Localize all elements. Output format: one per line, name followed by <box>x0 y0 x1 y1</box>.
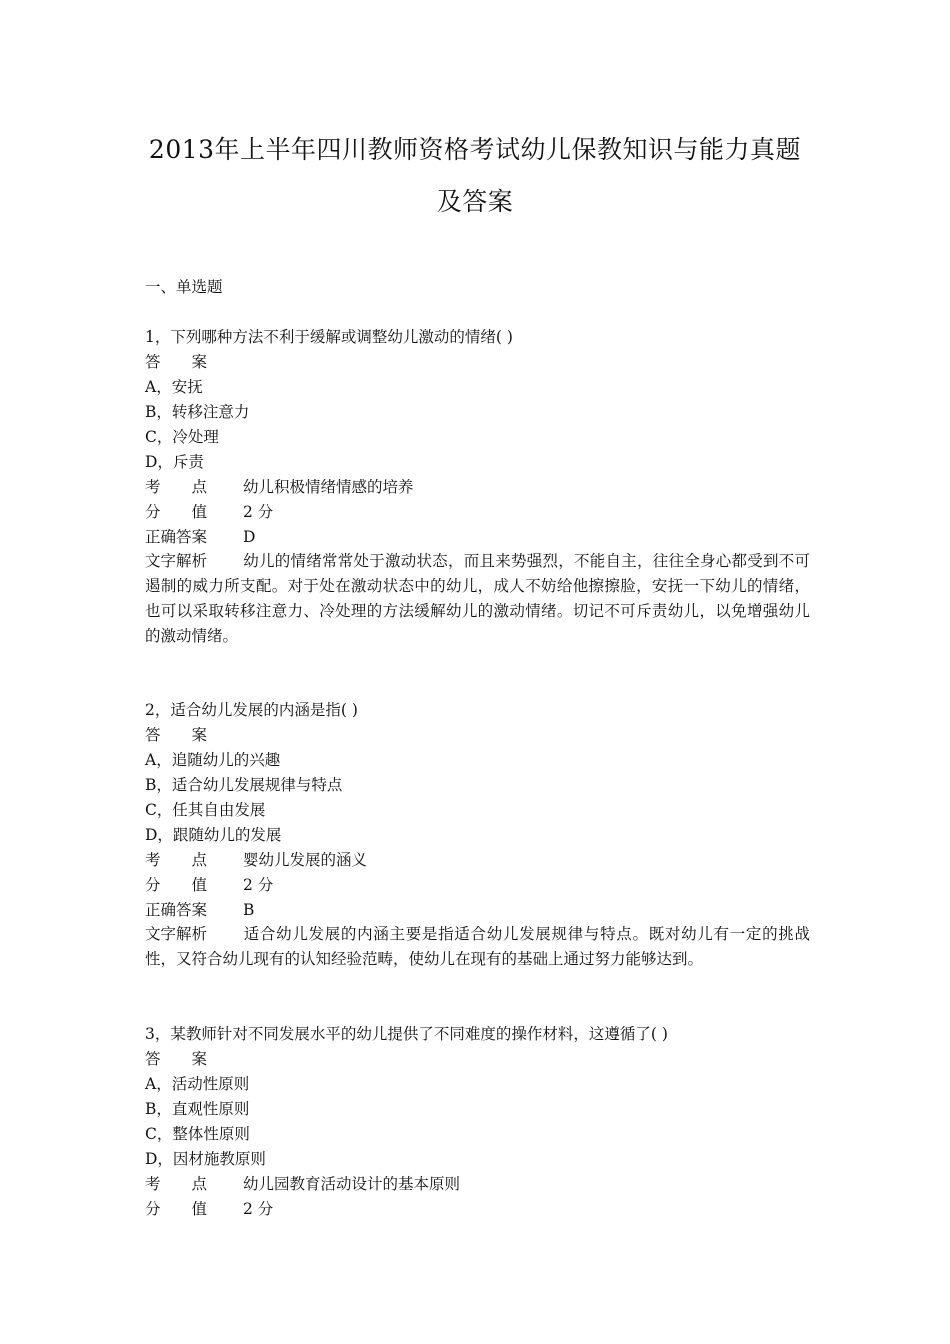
question-2-answer-label: 答 案 <box>145 726 208 744</box>
question-1-option-d: D，斥责 <box>145 453 204 471</box>
question-1-analysis-row <box>145 549 810 649</box>
question-3-answer-label: 答 案 <box>145 1050 208 1068</box>
analysis-label: 文字解析 <box>145 552 208 570</box>
question-2-option-d: D，跟随幼儿的发展 <box>145 826 282 844</box>
question-3-stem: 3，某教师针对不同发展水平的幼儿提供了不同难度的操作材料，这遵循了( ) <box>145 1025 668 1043</box>
question-1-option-b: B，转移注意力 <box>145 403 250 421</box>
point-value: 幼儿园教育活动设计的基本原则 <box>243 1175 461 1193</box>
question-1-answer-label: 答 案 <box>145 353 208 371</box>
question-2-score-row <box>145 874 273 896</box>
correct-value: B <box>243 901 255 919</box>
document-title-line-1: 2013年上半年四川教师资格考试幼儿保教知识与能力真题 <box>148 135 802 164</box>
document-title-line-2: 及答案 <box>436 187 514 216</box>
point-value: 幼儿积极情绪情感的培养 <box>243 478 414 496</box>
question-2-analysis-row <box>145 922 810 972</box>
question-3-score-row <box>145 1198 273 1220</box>
question-3-option-a: A，活动性原则 <box>145 1075 250 1093</box>
question-3-point-row <box>145 1173 460 1195</box>
analysis-text: 适合幼儿发展的内涵主要是指适合幼儿发展规律与特点。既对幼儿有一定的挑战性，又符合幼儿现有的认知经验范畴，使幼儿在现有的基础上通过努力能够达到。 <box>145 925 810 968</box>
question-2-correct-row <box>145 899 254 921</box>
point-label: 考 点 <box>145 1175 208 1193</box>
question-1-option-a: A，安抚 <box>145 378 203 396</box>
question-1-correct-row <box>145 526 255 548</box>
question-1-score-row <box>145 501 273 523</box>
question-1-option-c: C，冷处理 <box>145 428 219 446</box>
score-label: 分 值 <box>145 876 208 894</box>
analysis-text: 幼儿的情绪常常处于激动状态，而且来势强烈，不能自主，往往全身心都受到不可遏制的威力所支配。对于处在激动状态中的幼儿，成人不妨给他擦擦脸，安抚一下幼儿的情绪，也可以采取转移注意力、冷处理的方法缓解幼儿的激动情绪。切记不可斥责幼儿，以免增强幼儿的激动情绪。 <box>145 552 810 645</box>
point-label: 考 点 <box>145 851 208 869</box>
score-label: 分 值 <box>145 503 208 521</box>
question-2-point-row <box>145 849 367 871</box>
point-label: 考 点 <box>145 478 208 496</box>
question-2-option-c: C，任其自由发展 <box>145 801 266 819</box>
question-2-stem: 2，适合幼儿发展的内涵是指( ) <box>145 701 358 719</box>
correct-label: 正确答案 <box>145 528 208 546</box>
question-3-option-b: B，直观性原则 <box>145 1100 250 1118</box>
score-value: 2 分 <box>243 1200 274 1218</box>
section-heading: 一、单选题 <box>145 278 223 296</box>
correct-label: 正确答案 <box>145 901 208 919</box>
point-value: 婴幼儿发展的涵义 <box>243 851 368 869</box>
question-3-option-d: D，因材施教原则 <box>145 1150 266 1168</box>
analysis-label: 文字解析 <box>145 925 208 943</box>
question-2-option-a: A，追随幼儿的兴趣 <box>145 751 281 769</box>
correct-value: D <box>243 528 256 546</box>
question-1-point-row <box>145 476 414 498</box>
question-3-option-c: C，整体性原则 <box>145 1125 250 1143</box>
score-label: 分 值 <box>145 1200 208 1218</box>
question-2-option-b: B，适合幼儿发展规律与特点 <box>145 776 343 794</box>
score-value: 2 分 <box>243 876 274 894</box>
question-1-stem: 1，下列哪种方法不利于缓解或调整幼儿激动的情绪( ) <box>145 328 513 346</box>
score-value: 2 分 <box>243 503 274 521</box>
